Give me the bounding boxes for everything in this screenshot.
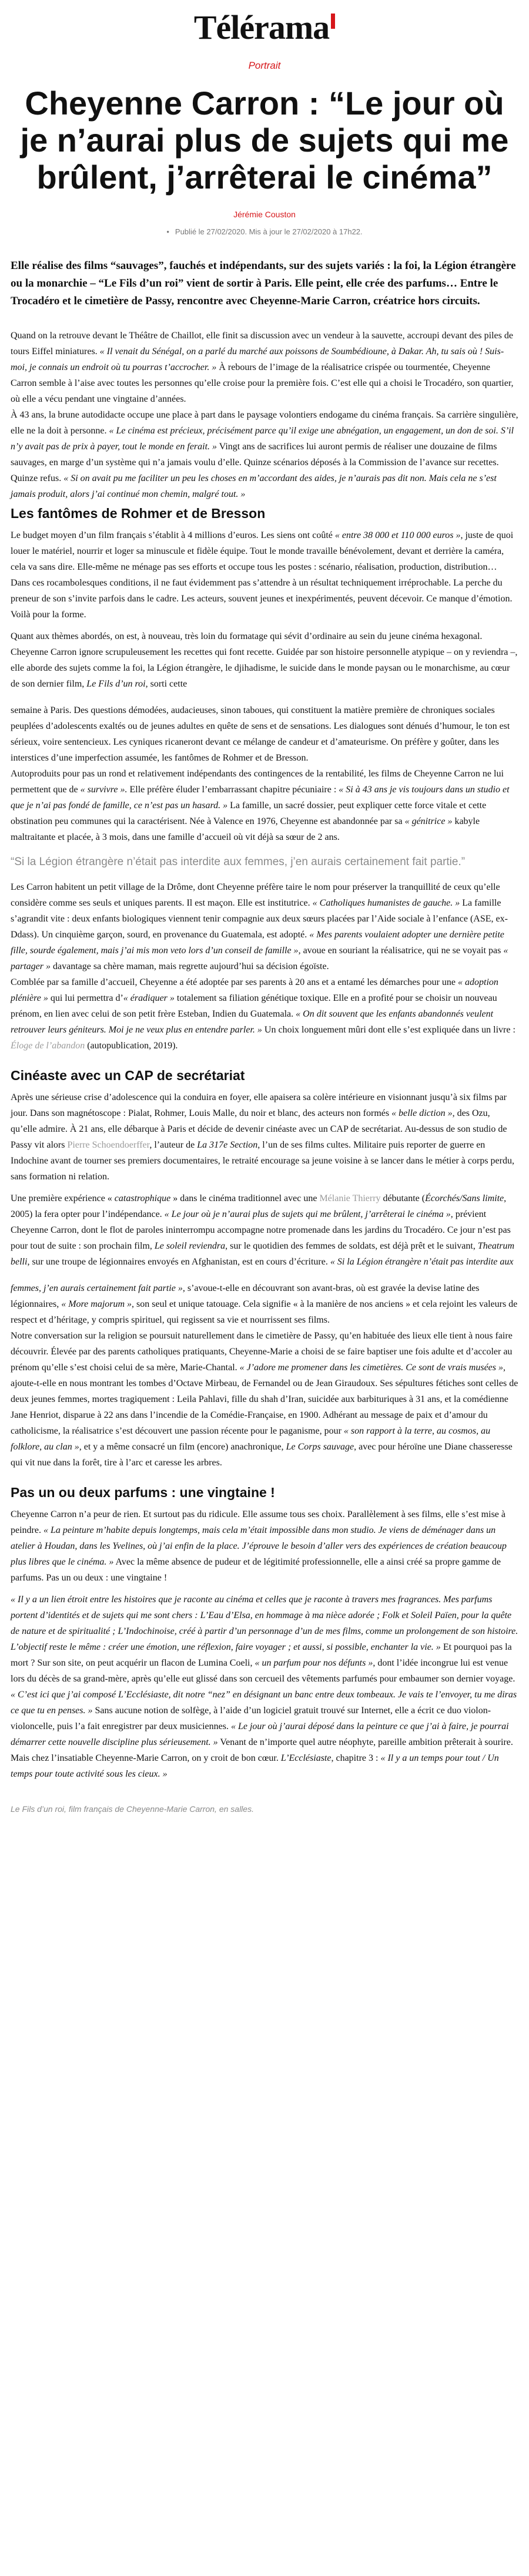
quote-run: « Le jour où j’aurai déposé dans la peinture ce que j’ai à faire, je pourrai démarrer cette nouvelle discipline plus sérieusement. » [11, 1721, 509, 1747]
text-run: Autoproduits pour pas un rond et relativement indépendants des contingences de la rentabilité, les films de Cheyenne Carron ne lui permettent que de [11, 769, 504, 795]
logo-accent-mark [331, 14, 335, 29]
quote-run: « Il y a un lien étroit entre les histoires que je raconte au cinéma et celles que je raconte à travers mes fragrances. Mes parfums portent d’identités et de sujets qui me sont chers : L’Eau d’Elsa, en hommage à ma nièce adorée ; Folk et Soleil Païen, pour la quête de nature et de spiritualité ; L’Indochinoise, créé à partir d’un personnage d’un de mes films, comme un prolongement de son histoire. L’objectif reste le même : créer une émotion, une réflexion, faire voyager ; et aussi, si possible, enchanter la vie. » [11, 1595, 518, 1652]
book-link[interactable]: Éloge de l’abandon [11, 1041, 85, 1051]
quote-run: « Si la Légion étrangère n’était pas interdite aux [330, 1257, 514, 1267]
text-run: Sans aucune notion de solfège, à l’aide d’un logiciel gratuit trouvé sur Internet, elle a écrit ce duo violon-violoncelle, puis l’a fait enregistrer par deux musiciennes. [11, 1706, 491, 1731]
film-title: Theatrum belli [11, 1241, 515, 1267]
text-run: , et y a même consacré un film (encore) anachronique, [79, 1442, 286, 1452]
film-caption [11, 1804, 518, 1814]
quote-run: femmes, j’en aurais certainement fait partie » [11, 1283, 183, 1293]
article-lead: Elle réalise des films “sauvages”, fauchés et indépendants, sur des sujets variés : la foi, la Légion étrangère ou la monarchie – “Le Fils d’un roi” vient de sortir à Paris. Elle peint, elle crée des parfums… Entre le Trocadéro et le cimetière de Passy, rencontre avec Cheyenne-Marie Carron, créatrice hors circuits. [11, 260, 516, 307]
quote-run: « Catholiques humanistes de gauche. » [312, 898, 460, 908]
quote-run: « More majorum » [61, 1299, 132, 1309]
section-heading: Pas un ou deux parfums : une vingtaine ! [11, 1485, 275, 1500]
quote-run: « un parfum pour nos défunts » [255, 1658, 373, 1668]
text-run: qui lui permettra d’ [48, 993, 123, 1003]
text-run: Après une sérieuse crise d’adolescence qui la conduira en foyer, elle apaisera sa colère intérieure en visionnant jusqu’à six films par jour. Dans son magnétoscope : Pialat, Rohmer, Louis Malle, du noir et blanc, des acteurs non formés [11, 1092, 507, 1118]
text-run: » dans le cinéma traditionnel avec une [170, 1193, 320, 1203]
quote-run: catastrophique [114, 1193, 171, 1203]
section-heading: Les fantômes de Rohmer et de Bresson [11, 506, 266, 521]
text-run: , sur le quotidien des femmes de soldats, est déjà prêt et le suivant, [225, 1241, 478, 1251]
text-run: À 43 ans, la brune autodidacte occupe une place à part dans le paysage volontiers endogame du cinéma français. Sa carrière singulière, elle ne la doit à personne. [11, 410, 518, 436]
text-run: , sorti cette [145, 679, 188, 689]
article-headline: Cheyenne Carron : “Le jour où je n’aurai plus de sujets qui me brûlent, j’arrêterai le cinéma” [20, 85, 509, 196]
quote-run: « éradiquer » [123, 993, 175, 1003]
paragraph [11, 766, 518, 845]
quote-run: « Le cinéma est précieux, précisément parce qu’il exige une abnégation, un engagement, un don de soi. S’il n’y avait pas de prix à payer, tout le monde en ferait. » [11, 426, 514, 452]
text-run: Notre conversation sur la religion se poursuit naturellement dans le cimetière de Passy, qu’en habituée des lieux elle tient à nous faire découvrir. Élevée par des parents catholiques pratiquants, Cheyenne-Marie a choisi de se faire baptiser une fois adulte et d’accoler au prénom qu’elle s’est choisi celui de sa mère, Marie-Chantal. [11, 1331, 513, 1373]
film-title: Le soleil reviendra [154, 1241, 226, 1251]
text-run: Quant aux thèmes abordés, on est, à nouveau, très loin du formatage qui sévit d’ordinaire au sein du jeune cinéma hexagonal. Cheyenne Carron ignore scrupuleusement les recettes qui font recette. Guidée par son histoire personnelle atypique – on y reviendra –, elle aborde des sujets comme la foi, la Légion étrangère, le djihadisme, le suicide dans le monde paysan ou le monarchisme, au cœur de son dernier film, [11, 631, 518, 689]
section-rubric[interactable]: Portrait [248, 60, 281, 71]
quote-run: « La peinture m’habite depuis longtemps, mais cela m’était impossible dans mon studio. Je viens de déménager dans un atelier à Houdan, dans les Yvelines, où j’ai enfin de la place. J’éprouve le besoin d’aller vers des expériences de création beaucoup plus libres que le cinéma. » [11, 1525, 507, 1567]
quote-run: « On dit souvent que les enfants abandonnés veulent retrouver leurs géniteurs. Moi je ne veux plus en entendre parler. » [11, 1009, 494, 1035]
text-run: La famille s’agrandit vite : deux enfants biologiques viennent tenir compagnie aux deux sœurs placées par l’Aide sociale à l’enfance (ASE, ex-Ddass). Un cinquième garçon, sourd, en provenance du Guatemala, est adopté. [11, 898, 508, 940]
quote-run: « Si on avait pu me faciliter un peu les choses en m’accordant des aides, je n’aurais pas dit non. Mais cela ne s’est jamais produit, alors j’ai continué mon chemin, malgré tout. » [11, 473, 497, 499]
logo-text: Télérama [193, 8, 330, 46]
text-run: , avoue en souriant la réalisatrice, qui ne se voyait pas [298, 946, 504, 956]
person-link[interactable]: Pierre Schoendoerffer [67, 1140, 150, 1150]
text-run: , s’avoue-t-elle en découvrant son avant-bras, où est gravée la devise latine des légionnaires, [11, 1283, 480, 1309]
text-run: Les Carron habitent un petit village de la Drôme, dont Cheyenne préfère taire le nom pour préserver la tranquillité de ceux qu’elle considère comme ses seuls et uniques parents. Il est maçon. Elle est institutrice. [11, 882, 500, 908]
quote-run: « C’est ici que j’ai composé L’Ecclésiaste, dit notre “nez” en désignant un banc entre deux tombeaux. Je vais te l’envoyer, tu me diras ce que tu en penses. » [11, 1690, 517, 1716]
film-title: Le Fils d’un roi [11, 1804, 65, 1814]
publication-info [0, 227, 529, 236]
publication-date: Publié le 27/02/2020. Mis à jour le 27/02/2020 à 17h22. [175, 227, 363, 236]
paragraph [11, 407, 518, 502]
paragraph [11, 879, 518, 974]
text-run: , prévient Cheyenne Carron, dont le flot de paroles ininterrompu accompagne notre promenade dans les jardins du Trocadéro. Ce jour n’est pas pour tout de suite : son prochain film, [11, 1209, 511, 1251]
quote-run: « survivre ». [80, 785, 128, 795]
paragraph [11, 1687, 518, 1782]
film-title: Écorchés/Sans limite [425, 1193, 504, 1203]
bullet-icon: • [166, 227, 169, 236]
quote-run: « entre 38 000 et 110 000 euros » [334, 530, 461, 540]
quote-run: « partager » [11, 946, 508, 971]
text-run: Comblée par sa famille d’accueil, Cheyenne a été adoptée par ses parents à 20 ans et a entamé les démarches pour une [11, 977, 458, 987]
text-run: , des Ozu, qu’elle admire. À 21 ans, elle débarque à Paris et décide de devenir cinéaste avec un CAP de secrétariat. Au-dessus de son studio de Passy vit alors [11, 1108, 507, 1150]
quote-run: « Il venait du Sénégal, on a parlé du marché aux poissons de Soumbédioune, à Dakar. Ah, tu sais où ! Suis-moi, je connais un endroit où tu pourras t’accrocher. » [11, 347, 504, 372]
article-body [0, 257, 529, 1814]
quote-run: L’Ecclésiaste [280, 1753, 332, 1763]
section-heading: Cinéaste avec un CAP de secrétariat [11, 1068, 245, 1083]
telerama-logo[interactable] [194, 8, 335, 47]
person-link[interactable]: Mélanie Thierry [319, 1193, 381, 1203]
film-title: Le Fils d’un roi [86, 679, 146, 689]
film-title: La 317e Section [197, 1140, 258, 1150]
paragraph [11, 328, 518, 407]
text-run: , 2005) la fera opter pour l’indépendance. [11, 1193, 507, 1219]
text-run: Le budget moyen d’un film français s’établit à 4 millions d’euros. Les siens ont coûté [11, 530, 335, 540]
paragraph [11, 702, 518, 766]
quote-run: « son rapport à la terre, au cosmos, au folklore, au clan » [11, 1426, 491, 1452]
text-run: débutante ( [380, 1193, 426, 1203]
text-run: Vingt ans de sacrifices lui auront permis de réaliser une douzaine de films sauvages, en marge d’un système qui n’a jamais voulu d’elle. Quinze scénarios déposés à la Commission de l’avance sur recettes. Quinze refus. [11, 442, 499, 483]
text-run: totalement sa filiation génétique toxique. Elle en a profité pour se choisir un nouveau prénom, en lien avec celui de son petit frère Esteban, Indien du Guatemala. [11, 993, 497, 1019]
pull-quote: “Si la Légion étrangère n’était pas interdite aux femmes, j’en aurais certainement fait partie.” [11, 856, 466, 868]
text-run: Cheyenne Carron n’a peur de rien. Et surtout pas du ridicule. Elle assume tous ses choix. Parallèlement à ses films, elle s’est mise à peindre. [11, 1509, 505, 1535]
author-link[interactable]: Jérémie Couston [233, 210, 296, 219]
text-run: Une première expérience « [11, 1193, 115, 1203]
text-run: Elle préfère éluder l’embarrassant chapitre pécuniaire : [127, 785, 339, 795]
paragraph [11, 628, 518, 692]
text-run: , avec pour héroïne une Diane chasseresse qui vit nue dans la forêt, tire à l’arc et caresse les arbres. [11, 1442, 513, 1468]
text-run: , sur une troupe de légionnaires envoyés en Afghanistan, est en cours d’écriture. [27, 1257, 330, 1267]
masthead [0, 0, 529, 54]
quote-run: « Il y a un temps pour tout / Un temps pour toute activité sous les cieux. » [11, 1753, 499, 1779]
paragraph [11, 1506, 518, 1586]
caption-text: , film français de Cheyenne-Marie Carron, en salles. [64, 1804, 254, 1814]
text-run: semaine à Paris. Des questions démodées, audacieuses, sinon taboues, qui constituent la matière première de chroniques sociales peuplées d’adolescents exaltés ou de jeunes adultes en quête de sens et de sensations. Les dialogues sont dénués d’humour, le ton est sérieux, voire sentencieux. Les cyniques ricaneront devant ce mélange de candeur et d’amateurisme. On préfère y goûter, dans les interstices d’une imperfection assumée, les fantômes de Rohmer et de Bresson. [11, 705, 510, 763]
text-run: La famille, un sacré dossier, peut expliquer cette force vitale et cette obstination peu communes qui la caractérisent. Née à Valence en 1976, Cheyenne est abandonnée par sa [11, 801, 487, 826]
text-run: Venant de n’importe quel autre néophyte, pareille ambition prêterait à sourire. Mais chez l’insatiable Cheyenne-Marie Carron, on y croit de bon cœur. [11, 1737, 513, 1763]
film-title: Le Corps sauvage [286, 1442, 354, 1452]
text-run: , juste de quoi louer le matériel, nourrir et loger sa minuscule et fidèle équipe. Tout le monde travaille bénévolement, devant et derrière la caméra, cela va sans dire. Elle-même ne ménage pas ses efforts et occupe tous les postes : scénario, réalisation, production, distribution… Dans ces rocambolesques conditions, il ne faut évidemment pas s’attendre à un résultat techniquement irréprochable. La perche du preneur de son s’invite parfois dans le cadre. Les acteurs, souvent jeunes et inexpérimentés, peuvent décevoir. Ce manque d’émotion. Voilà pour la forme. [11, 530, 514, 620]
text-run: (autopublication, 2019). [85, 1041, 178, 1051]
text-run: Un choix longuement mûri dont elle s’est expliquée dans un livre : [262, 1025, 515, 1035]
quote-run: « adoption plénière » [11, 977, 498, 1003]
paragraph [11, 1592, 518, 1687]
quote-run: « J’adore me promener dans les cimetières. Ce sont de vrais musées » [239, 1363, 503, 1373]
text-run: À rebours de l’image de la réalisatrice crispée ou tourmentée, Cheyenne Carron semble à l’aise avec toutes les personnes qu’elle croise pour la première fois. C’est elle qui a choisi le Trocadéro, son quartier, où elle a vécu pendant une vingtaine d’années. [11, 362, 514, 404]
text-run: kabyle maltraitante et placée, à 3 mois, dans une famille d’accueil où vit déjà sa sœur de 2 ans. [11, 816, 480, 842]
text-run: , ajoute-t-elle en nous montrant les tombes d’Octave Mirbeau, de Fernandel ou de Jean Giraudoux. Ses sépultures fétiches sont celles de deux jeunes femmes, mortes tragiquement : Leila Pahlavi, fille du shah d’Iran, suicidée aux barbituriques à 31 ans, et la comédienne Jane Henriot, disparue à 22 ans dans l’incendie de la Comédie-Française, en 1900. Adhérant au message de paix et d’amour du catholicisme, la réalisatrice s’est découvert une passion récente pour le paganisme, pour [11, 1363, 518, 1436]
text-run: Quand on la retrouve devant le Théâtre de Chaillot, elle finit sa discussion avec un vendeur à la sauvette, accroupi devant des piles de tours Eiffel miniatures. [11, 331, 513, 357]
paragraph [11, 974, 518, 1054]
text-run: Et pourquoi pas la mort ? Sur son site, on peut acquérir un flacon de Lumina Coeli, [11, 1642, 512, 1668]
quote-run: « Si à 43 ans je vis toujours dans un studio et que je n’ai pas fondé de famille, ce n’est pas un hasard. » [11, 785, 510, 811]
paragraph [11, 527, 518, 623]
quote-run: « Le jour où je n’aurai plus de sujets qui me brûlent, j’arrêterai le cinéma » [164, 1209, 451, 1219]
paragraph [11, 1280, 518, 1328]
quote-run: « belle diction » [391, 1108, 453, 1118]
text-run: davantage sa chère maman, mais regrette aujourd’hui sa décision égoïste. [51, 961, 329, 971]
quote-run: « Mes parents voulaient adopter une dernière petite fille, sourde également, mais j’ai mis mon veto lors d’un conseil de famille » [11, 930, 504, 956]
quote-run: « génitrice » [404, 816, 453, 826]
text-run: , l’un de ses films cultes. Militaire puis reporter de guerre en Indochine avant de tourner ses premiers documentaires, le retraité encourage sa jeune voisine à se lancer dans le métier à corps perdu, sans formation ni relation. [11, 1140, 514, 1182]
paragraph [11, 1089, 518, 1185]
text-run: , dont l’idée incongrue lui est venue lors du décès de sa grand-mère, après qu’elle eut glissé dans son cercueil des vêtements parfumés pour embaumer son dernier voyage. [11, 1658, 515, 1684]
paragraph [11, 1191, 518, 1270]
text-run: Avec la même absence de pudeur et de légitimité professionnelle, elle a ainsi créé sa propre gamme de parfums. Pas un ou deux : une vingtaine ! [11, 1557, 501, 1583]
text-run: , son seul et unique tatouage. Cela signifie « à la manière de nos anciens » et cela rejoint les valeurs de respect et d’héritage, y compris spirituel, qui regissent sa vie et nourrissent ses films. [11, 1299, 518, 1325]
text-run: , chapitre 3 : [331, 1753, 381, 1763]
text-run: , l’auteur de [149, 1140, 197, 1150]
paragraph [11, 1328, 518, 1471]
